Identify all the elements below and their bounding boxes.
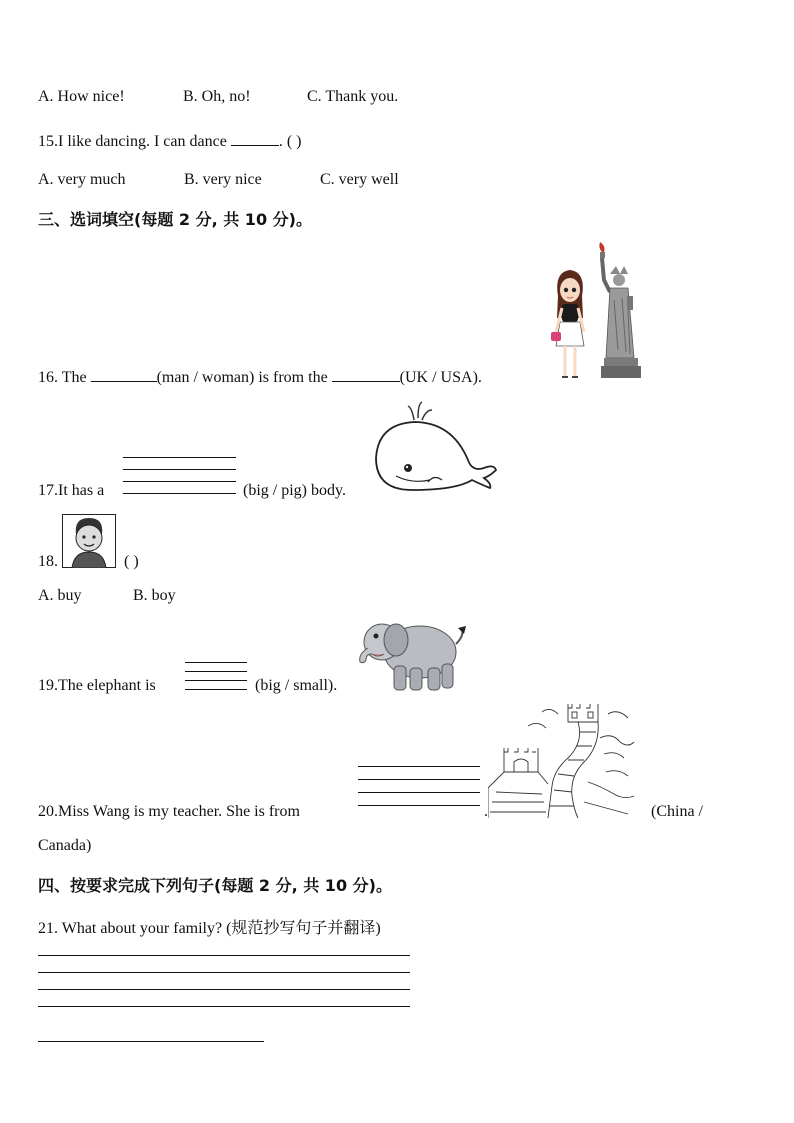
section3-title: 三、选词填空(每题 2 分, 共 10 分)。 (38, 210, 312, 229)
q16-text-3: (UK / USA). (399, 369, 482, 386)
q19-writing-line-2[interactable] (185, 671, 247, 672)
boy-icon (62, 514, 116, 568)
great-wall-icon (488, 702, 636, 820)
q15-paren: . ( ) (278, 133, 302, 150)
q17-writing-line-1[interactable] (123, 457, 236, 458)
woman-icon (550, 266, 590, 382)
q17-writing-line-2[interactable] (123, 469, 236, 470)
q20-writing-line-4[interactable] (358, 805, 480, 806)
q16-line (38, 367, 482, 386)
q21-translation-line[interactable] (38, 1041, 264, 1042)
q20-writing-line-3[interactable] (358, 792, 480, 793)
q18-option-a: A. buy (38, 587, 82, 604)
q15-option-a: A. very much (38, 171, 126, 188)
q14-option-c: C. Thank you. (307, 88, 399, 105)
q20-text: 20.Miss Wang is my teacher. She is from (38, 803, 300, 820)
q15-option-b: B. very nice (184, 171, 262, 188)
q18-number: 18. (38, 553, 58, 570)
q21-prompt: 21. What about your family? (规范抄写句子并翻译) (38, 920, 381, 937)
q16-blank-1[interactable] (91, 367, 157, 382)
statue-of-liberty-icon (596, 240, 646, 382)
q18-paren: ( ) (124, 553, 139, 570)
q14-option-b: B. Oh, no! (183, 88, 251, 105)
q15-option-c: C. very well (320, 171, 399, 188)
q20-writing-line-2[interactable] (358, 779, 480, 780)
q15-answer-blank[interactable] (231, 131, 279, 146)
q20-period: . (484, 803, 488, 820)
whale-icon (372, 398, 500, 496)
q17-writing-line-3[interactable] (123, 481, 236, 482)
q21-writing-line-2[interactable] (38, 972, 410, 973)
q18-option-b: B. boy (133, 587, 176, 604)
q21-writing-line-3[interactable] (38, 989, 410, 990)
q19-text-1: 19.The elephant is (38, 677, 156, 694)
q15-stem-text: 15.I like dancing. I can dance (38, 133, 227, 150)
q16-text-2: (man / woman) is from the (156, 369, 328, 386)
q14-option-a: A. How nice! (38, 88, 125, 105)
elephant-icon (354, 614, 468, 694)
q15-stem (38, 131, 301, 150)
q20-choices: (China / (651, 803, 703, 820)
q16-blank-2[interactable] (332, 367, 400, 382)
q17-writing-line-4[interactable] (123, 493, 236, 494)
q16-text-1: 16. The (38, 369, 87, 386)
q17-text-2: (big / pig) body. (243, 482, 346, 499)
q19-writing-line-4[interactable] (185, 689, 247, 690)
q19-writing-line-1[interactable] (185, 662, 247, 663)
q20-choices-cont: Canada) (38, 837, 92, 854)
q20-writing-line-1[interactable] (358, 766, 480, 767)
q19-text-2: (big / small). (255, 677, 338, 694)
section4-title: 四、按要求完成下列句子(每题 2 分, 共 10 分)。 (38, 876, 392, 895)
q21-writing-line-4[interactable] (38, 1006, 410, 1007)
q17-text-1: 17.It has a (38, 482, 105, 499)
q19-writing-line-3[interactable] (185, 680, 247, 681)
q21-writing-line-1[interactable] (38, 955, 410, 956)
